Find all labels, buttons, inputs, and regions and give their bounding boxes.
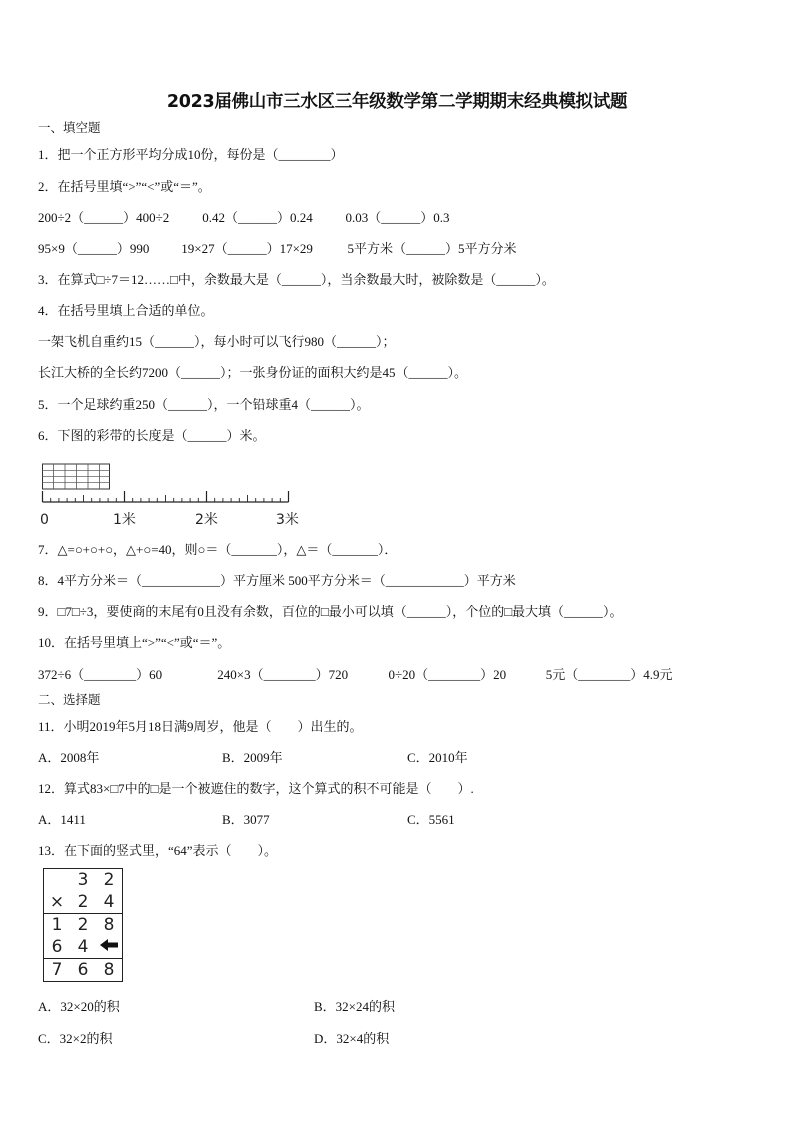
question-3: 3．在算式□÷7＝12……□中，余数最大是（______），当余数最大时，被除数是（______）。: [38, 272, 555, 287]
q13-option-d: D．32×4的积: [314, 1031, 390, 1046]
compare-item: 0÷20（________）20: [388, 667, 507, 682]
question-4-line-b: 长江大桥的全长约7200（______）；一张身份证的面积大约是45（______）。: [38, 365, 468, 380]
question-12: 12．算式83×□7中的□是一个被遮住的数字，这个算式的积不可能是（ ）.: [38, 781, 474, 796]
mult-digit: 2: [103, 870, 115, 890]
question-10: 10．在括号里填上“>”“<”或“＝”。: [38, 635, 231, 650]
question-1: 1．把一个正方形平均分成10份，每份是（________）: [38, 147, 344, 162]
question-2-row-2: [38, 241, 517, 257]
vertical-multiplication: [43, 868, 123, 982]
question-4-line-a: 一架飞机自重约15（______），每小时可以飞行980（______）；: [38, 334, 396, 349]
question-8: 8．4平方分米＝（____________）平方厘米 500平方分米＝（____________）平方米: [38, 573, 516, 588]
times-sign: ×: [49, 892, 65, 912]
mult-digit: 2: [70, 914, 96, 937]
mult-digit: 7: [44, 959, 71, 982]
ribbon-ruler-figure: [38, 458, 308, 535]
mult-digit: 8: [96, 959, 123, 982]
question-5: 5．一个足球约重250（______），一个铅球重4（______）。: [38, 397, 370, 412]
page-title: 2023届佛山市三水区三年级数学第二学期期末经典模拟试题: [166, 92, 628, 112]
arrow-left-icon: [96, 936, 123, 959]
compare-item: 95×9（______）990: [38, 241, 150, 256]
ruler-label-2m: 2米: [195, 512, 218, 528]
mult-digit: 4: [103, 892, 115, 912]
section-heading-choice: 二、选择题: [38, 693, 101, 707]
mult-digit: 2: [77, 892, 89, 912]
mult-digit: [44, 869, 71, 892]
q13-option-a: A．32×20的积: [38, 999, 120, 1014]
q11-option-b: B．2009年: [222, 750, 283, 765]
mult-row: [44, 869, 123, 892]
question-6: 6．下图的彩带的长度是（______）米。: [38, 428, 266, 443]
ruler-label-1m: 1米: [113, 512, 136, 528]
q13-option-b: B．32×24的积: [314, 999, 396, 1014]
mult-row: [44, 936, 123, 959]
mult-row: [44, 914, 123, 937]
mult-digit: 6: [70, 959, 96, 982]
compare-item: 372÷6（________）60: [38, 667, 163, 682]
question-2: 2．在括号里填“>”“<”或“＝”。: [38, 179, 211, 194]
question-13: 13．在下面的竖式里，“64”表示（ ）。: [38, 843, 278, 858]
question-7: 7．△=○+○+○，△+○=40，则○＝（_______），△＝（_______）．: [38, 542, 398, 557]
mult-row: [44, 891, 123, 914]
compare-item: 240×3（________）720: [217, 667, 349, 682]
q12-option-b: B．3077: [222, 812, 270, 827]
compare-item: 5元（________）4.9元: [545, 667, 673, 682]
ruler-labels: [40, 511, 299, 528]
q13-option-c: C．32×2的积: [38, 1031, 113, 1046]
q11-option-a: A．2008年: [38, 750, 100, 765]
question-4: 4．在括号里填上合适的单位。: [38, 303, 214, 318]
mult-row: [44, 959, 123, 982]
mult-digit: 3: [77, 870, 89, 890]
section-heading-fill-in: 一、填空题: [38, 121, 101, 135]
question-2-row-1: [38, 210, 450, 226]
compare-item: 200÷2（______）400÷2: [38, 210, 170, 225]
compare-item: 19×27（______）17×29: [181, 241, 313, 256]
mult-digit: 8: [96, 914, 123, 937]
compare-item: 0.42（______）0.24: [202, 210, 313, 225]
question-10-row: [38, 667, 673, 683]
mult-digit: 4: [77, 937, 89, 957]
ruler-label-3m: 3米: [276, 512, 299, 528]
question-9: 9．□7□÷3，要使商的末尾有0且没有余数，百位的□最小可以填（______），个位的□最大填（______）。: [38, 604, 623, 619]
q11-option-c: C．2010年: [407, 750, 468, 765]
compare-item: 5平方米（______）5平方分米: [347, 241, 517, 256]
ruler-scale: [43, 491, 289, 502]
q12-option-c: C．5561: [407, 812, 455, 827]
ruler-label-0: 0: [40, 512, 49, 528]
q12-option-a: A．1411: [38, 812, 86, 827]
mult-digit: 6: [51, 937, 63, 957]
compare-item: 0.03（______）0.3: [345, 210, 450, 225]
question-11: 11．小明2019年5月18日满9周岁，他是（ ）出生的。: [38, 719, 363, 734]
ribbon-strip: [43, 464, 110, 489]
mult-digit: 1: [44, 914, 71, 937]
